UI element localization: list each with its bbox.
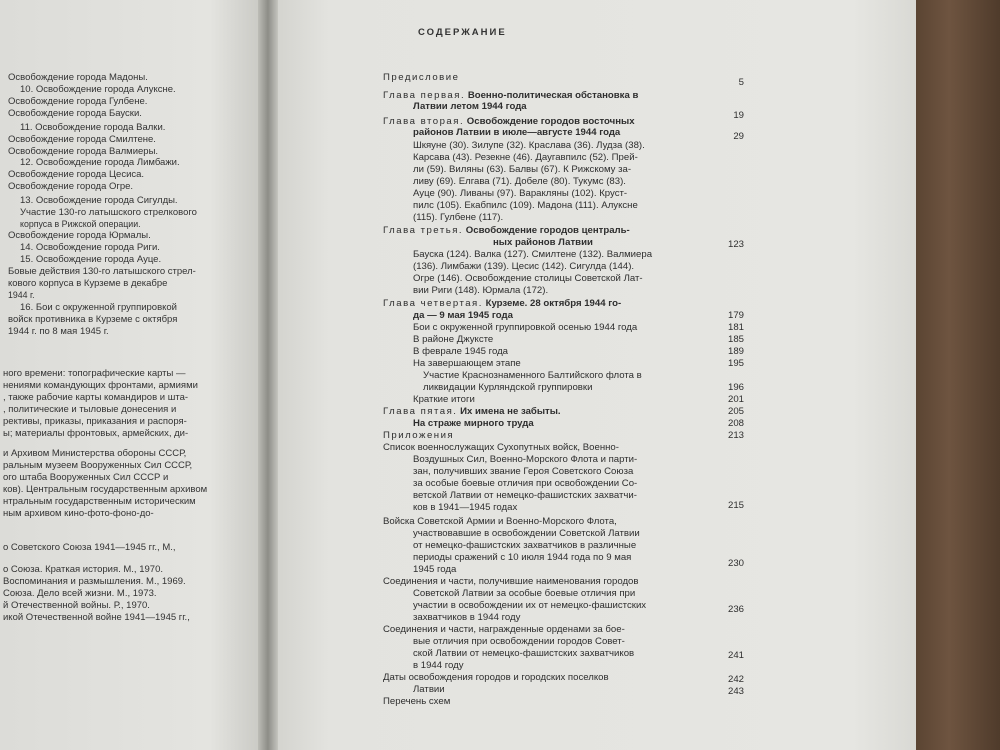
left-text-line: ральным музеем Вооруженных Сил СССР, [3, 460, 193, 471]
toc-entry: пилс (105). Екабпилс (109). Мадона (111). Алуксне [413, 200, 638, 211]
left-text-line: о Союза. Краткая история. М., 1970. [3, 564, 163, 575]
toc-entry: (136). Лимбажи (139). Цесис (142). Сигулда (144). [413, 261, 635, 272]
page-title: СОДЕРЖАНИЕ [418, 27, 507, 38]
toc-chapter-4 [383, 298, 621, 309]
left-text-line: ков). Центральным государственным архивом [3, 484, 208, 495]
toc-entry: На завершающем этапе [413, 358, 521, 369]
toc-entry: В феврале 1945 года [413, 346, 509, 357]
toc-entry: в 1944 году [413, 660, 464, 671]
left-text-line: о Советского Союза 1941—1945 гг., М., [3, 542, 176, 553]
toc-entry: Участие Краснознаменного Балтийского флота в [423, 370, 642, 381]
toc-page-number: 213 [727, 430, 744, 441]
toc-entry: Латвии [413, 684, 445, 695]
left-text-line: ным архивом кино-фото-фоно-до- [3, 508, 154, 519]
toc-entry: На страже мирного труда [413, 418, 534, 429]
toc-page-number: 205 [727, 406, 744, 417]
left-text-line: 14. Освобождение города Риги. [20, 242, 160, 253]
toc-entry: от немецко-фашистских захватчиков в различные [413, 540, 637, 551]
toc-page-number: 181 [727, 322, 744, 333]
left-text-line: Освобождение города Смилтене. [8, 134, 156, 145]
toc-entry: Список военнослужащих Сухопутных войск, Военно- [383, 442, 619, 453]
chapter-title-cont: да — 9 мая 1945 года [413, 310, 513, 321]
toc-page-number: 242 [727, 674, 744, 685]
toc-entry: Огре (146). Освобождение столицы Советской Лат- [413, 273, 643, 284]
left-text-line: нтральным государственным историческим [3, 496, 196, 507]
left-text-line: Участие 130-го латышского стрелкового [20, 207, 197, 218]
left-text-line: кового корпуса в Курземе в декабре [8, 278, 168, 289]
toc-chapter-1 [383, 90, 638, 101]
toc-entry: Соединения и части, награжденные орденами за бое- [383, 624, 625, 635]
toc-entry: В районе Джуксте [413, 334, 494, 345]
toc-entry: вые отличия при освобождении городов Совет- [413, 636, 625, 647]
toc-chapter-3 [383, 225, 630, 236]
toc-entry: периоды сражений с 10 июля 1944 года по 9 мая [413, 552, 632, 563]
toc-page-number: 123 [727, 239, 744, 250]
chapter-label: Глава четвертая. [383, 298, 483, 309]
toc-entry: вии Риги (148). Юрмала (172). [413, 285, 549, 296]
left-text-line: нениями командующих фронтами, армиями [3, 380, 198, 391]
toc-page-number: 208 [727, 418, 744, 429]
toc-entry: Предисловие [383, 72, 460, 83]
toc-entry: Войска Советской Армии и Военно-Морского Флота, [383, 516, 617, 527]
toc-page-number: 201 [727, 394, 744, 405]
toc-entry: Советской Латвии за особые боевые отличия при [413, 588, 636, 599]
toc-entry: 1945 года [413, 564, 457, 575]
left-text-line: Бовые действия 130-го латышского стрел- [8, 266, 196, 277]
left-text-line: Освобождение города Бауски. [8, 108, 142, 119]
left-text-line: корпуса в Рижской операции. [20, 219, 141, 229]
toc-entry: участвовавшие в освобождении Советской Латвии [413, 528, 640, 539]
chapter-title: Освобождение городов централь- [465, 225, 630, 236]
left-text-line: 11. Освобождение города Валки. [20, 122, 166, 133]
toc-page-number: 230 [727, 558, 744, 569]
left-text-line: 1944 г. по 8 мая 1945 г. [8, 326, 109, 337]
toc-entry: Краткие итоги [413, 394, 475, 405]
toc-page-number: 195 [727, 358, 744, 369]
chapter-title-cont: ных районов Латвии [493, 237, 593, 248]
toc-page-number: 243 [727, 686, 744, 697]
left-text-line: 13. Освобождение города Сигулды. [20, 195, 178, 206]
toc-page-number: 179 [727, 310, 744, 321]
toc-page-number: 236 [727, 604, 744, 615]
chapter-label: Глава первая. [383, 90, 466, 101]
toc-entry: Ауце (90). Ливаны (97). Варакляны (102). Круст- [413, 188, 628, 199]
chapter-label: Глава пятая. [383, 406, 458, 417]
toc-entry: ков в 1941—1945 годах [413, 502, 518, 513]
toc-entry: Соединения и части, получившие наименования городов [383, 576, 639, 587]
left-text-line: рективы, приказы, приказания и распоря- [3, 416, 187, 427]
left-text-line: Освобождение города Валмиеры. [8, 146, 159, 157]
chapter-title: Военно-политическая обстановка в [467, 90, 639, 101]
toc-page-number: 189 [727, 346, 744, 357]
left-text-line: 16. Бои с окруженной группировкой [20, 302, 177, 313]
chapter-title: Их имена не забыты. [460, 406, 561, 417]
toc-page-number: 241 [727, 650, 744, 661]
right-page [278, 0, 916, 750]
left-text-line: ного времени: топографические карты — [3, 368, 186, 379]
toc-entry: (115). Гулбене (117). [413, 212, 504, 223]
toc-entry: Бои с окруженной группировкой осенью 1944 года [413, 322, 638, 333]
toc-entry: ливу (69). Елгава (71). Добеле (80). Тукумс (83). [413, 176, 626, 187]
chapter-title: Курземе. 28 октября 1944 го- [485, 298, 622, 309]
chapter-label: Глава вторая. [383, 116, 465, 127]
chapter-title-cont: Латвии летом 1944 года [413, 101, 527, 112]
left-text-line: Освобождение города Юрмалы. [8, 230, 151, 241]
left-page [0, 0, 262, 750]
left-text-line: Союза. Дело всей жизни. М., 1973. [3, 588, 157, 599]
toc-entry: Приложения [383, 430, 455, 441]
left-text-line: 1944 г. [8, 290, 35, 300]
wooden-table-background [915, 0, 1000, 750]
toc-entry: за особые боевые отличия при освобождении Со- [413, 478, 638, 489]
toc-entry: Воздушных Сил, Военно-Морского Флота и парти- [413, 454, 638, 465]
toc-entry: Перечень схем [383, 696, 451, 707]
toc-entry: Даты освобождения городов и городских поселков [383, 672, 609, 683]
toc-page-number: 196 [727, 382, 744, 393]
left-text-line: Освобождение города Огре. [8, 181, 134, 192]
left-text-line: и Архивом Министерства обороны СССР, [3, 448, 187, 459]
left-text-line: Воспоминания и размышления. М., 1969. [3, 576, 186, 587]
toc-entry: участии в освобождении их от немецко-фашистских [413, 600, 647, 611]
left-text-line: ы; материалы фронтовых, армейских, ди- [3, 428, 189, 439]
chapter-title: Освобождение городов восточных [466, 116, 635, 127]
toc-page-number: 5 [738, 77, 744, 88]
left-text-line: , политические и тыловые донесения и [3, 404, 177, 415]
toc-entry: ветской Латвии от немецко-фашистских захватчи- [413, 490, 637, 501]
toc-entry: захватчиков в 1944 году [413, 612, 521, 623]
left-text-line: Освобождение города Цесиса. [8, 169, 145, 180]
toc-entry: ли (59). Виляны (63). Балвы (67). К Рижскому за- [413, 164, 632, 175]
toc-chapter-2 [383, 116, 635, 127]
toc-entry: Бауска (124). Валка (127). Смилтене (132). Валмиера [413, 249, 653, 260]
left-text-line: Освобождение города Гулбене. [8, 96, 148, 107]
toc-page-number: 185 [727, 334, 744, 345]
toc-chapter-5 [383, 406, 561, 417]
toc-entry: зан, получивших звание Героя Советского Союза [413, 466, 634, 477]
left-text-line: 15. Освобождение города Ауце. [20, 254, 162, 265]
chapter-title-cont: районов Латвии в июле—августе 1944 года [413, 127, 621, 138]
toc-entry: Карсава (43). Резекне (46). Даугавпилс (52). Прей- [413, 152, 638, 163]
toc-page-number: 29 [733, 131, 744, 142]
toc-entry: ской Латвии от немецко-фашистских захватчиков [413, 648, 635, 659]
left-text-line: Освобождение города Мадоны. [8, 72, 148, 83]
left-text-line: ого штаба Вооруженных Сил СССР и [3, 472, 169, 483]
chapter-label: Глава третья. [383, 225, 464, 236]
book-gutter [258, 0, 280, 750]
toc-page-number: 215 [727, 500, 744, 511]
left-text-line: 10. Освобождение города Алуксне. [20, 84, 176, 95]
toc-page-number: 19 [733, 110, 744, 121]
left-text-line: икой Отечественной войне 1941—1945 гг., [3, 612, 190, 623]
left-text-line: й Отечественной войны. Р., 1970. [3, 600, 150, 611]
toc-entry: Шкяуне (30). Зилупе (32). Краслава (36). Лудза (38). [413, 140, 645, 151]
left-text-line: 12. Освобождение города Лимбажи. [20, 157, 180, 168]
toc-entry: ликвидации Курляндской группировки [423, 382, 593, 393]
left-text-line: , также рабочие карты командиров и шта- [3, 392, 189, 403]
left-text-line: войск противника в Курземе с октября [8, 314, 178, 325]
